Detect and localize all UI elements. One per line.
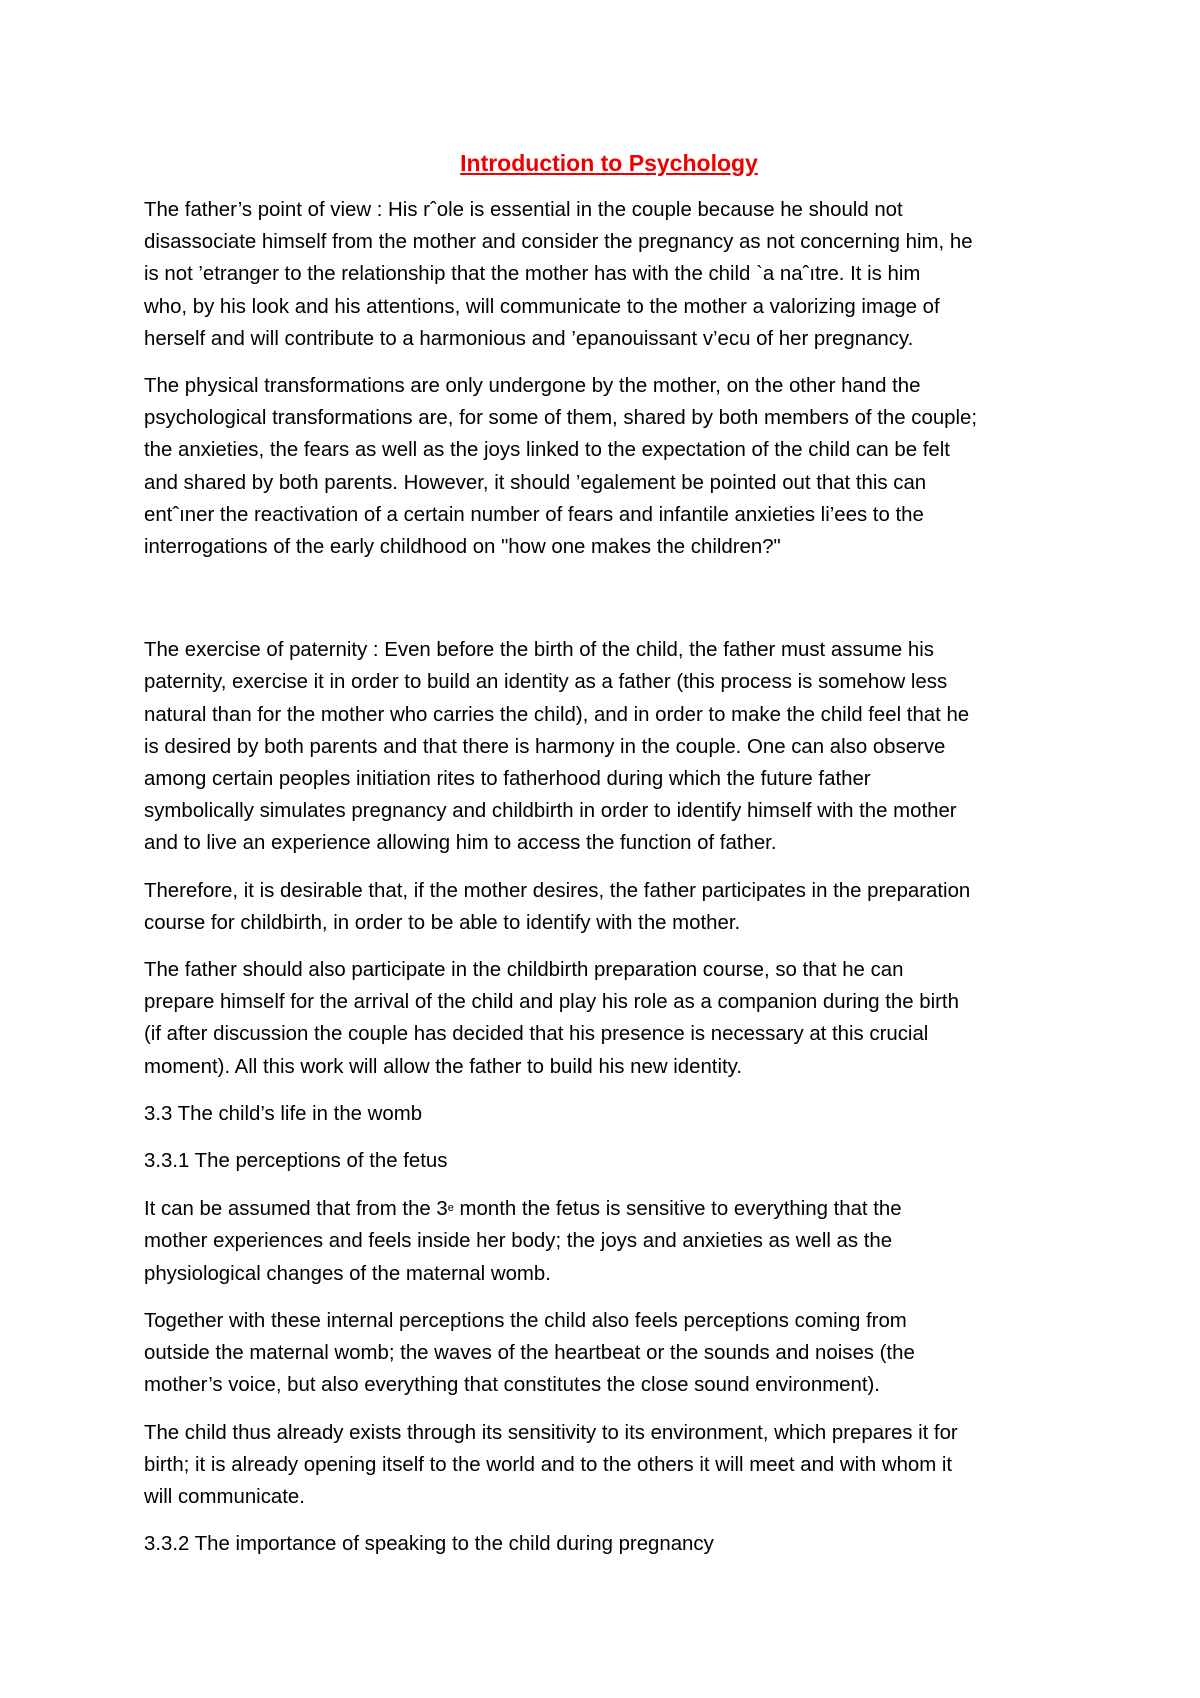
section-heading-3-3: 3.3 The child’s life in the womb	[144, 1102, 423, 1125]
ordinal-superscript: e	[447, 1202, 454, 1215]
fetus-text-end: month the fetus is sensitive to everything that the mother experiences and feels inside her body; the joys and anxieties as well as the physiological changes of the maternal womb.	[144, 1198, 902, 1285]
paragraph-external-perceptions: Together with these internal perceptions the child also feels perceptions coming from outside the maternal womb; the waves of the heartbeat or the sounds and noises (the mother’s voice, but also everything that constitutes the close sound environment).	[144, 1309, 915, 1397]
paragraph-preparation-course: Therefore, it is desirable that, if the mother desires, the father participates in the preparation course for childbirth, in order to be able to identify with the mother.	[144, 879, 971, 934]
fetus-text-start: It can be assumed that from the 3	[144, 1198, 448, 1221]
blank-line	[144, 578, 1074, 634]
paragraph-fetus-sensitivity	[144, 1192, 1074, 1290]
paragraph-father-participation: The father should also participate in the childbirth preparation course, so that he can prepare himself for the arrival of the child and play his role as a companion during the birth (if after discussion the couple has decided that his presence is necessary at this crucial moment). All this work will allow the father to build his new identity.	[144, 959, 959, 1078]
paragraph-physical-transformations: The physical transformations are only undergone by the mother, on the other hand the psychological transformations are, for some of them, shared by both members of the couple; the anxieties, the fears as well as the joys linked to the expectation of the child can be felt and shared by both parents. However, it should ’egalement be pointed out that this can entˆıner the reactivation of a certain number of fears and infantile anxieties li’ees to the interrogations of the early childhood on "how one makes the children?"	[144, 375, 978, 559]
paragraph-exercise-of-paternity: The exercise of paternity : Even before the birth of the child, the father must assume his paternity, exercise it in order to build an identity as a father (this process is somehow less natural than for the mother who carries the child), and in order to make the child feel that he is desired by both parents and that there is harmony in the couple. One can also observe among certain peoples initiation rites to fatherhood during which the future father symbolically simulates pregnancy and childbirth in order to identify himself with the mother and to live an experience allowing him to access the function of father.	[144, 639, 970, 855]
document-title: Introduction to Psychology	[460, 150, 758, 176]
section-heading-3-3-1: 3.3.1 The perceptions of the fetus	[144, 1150, 448, 1173]
paragraph-fathers-point-of-view: The father’s point of view : His rˆole is essential in the couple because he should not disassociate himself from the mother and consider the pregnancy as not concerning him, he is not ’etranger to the relationship that the mother has with the child `a naˆıtre. It is him who, by his look and his attentions, will communicate to the mother a valorizing image of herself and will contribute to a harmonious and ’epanouissant v’ecu of her pregnancy.	[144, 199, 973, 350]
document-body	[144, 148, 1074, 1575]
section-heading-3-3-2: 3.3.2 The importance of speaking to the child during pregnancy	[144, 1533, 714, 1556]
paragraph-child-exists: The child thus already exists through its sensitivity to its environment, which prepares it for birth; it is already opening itself to the world and to the others it will meet and with whom it will communicate.	[144, 1421, 958, 1508]
